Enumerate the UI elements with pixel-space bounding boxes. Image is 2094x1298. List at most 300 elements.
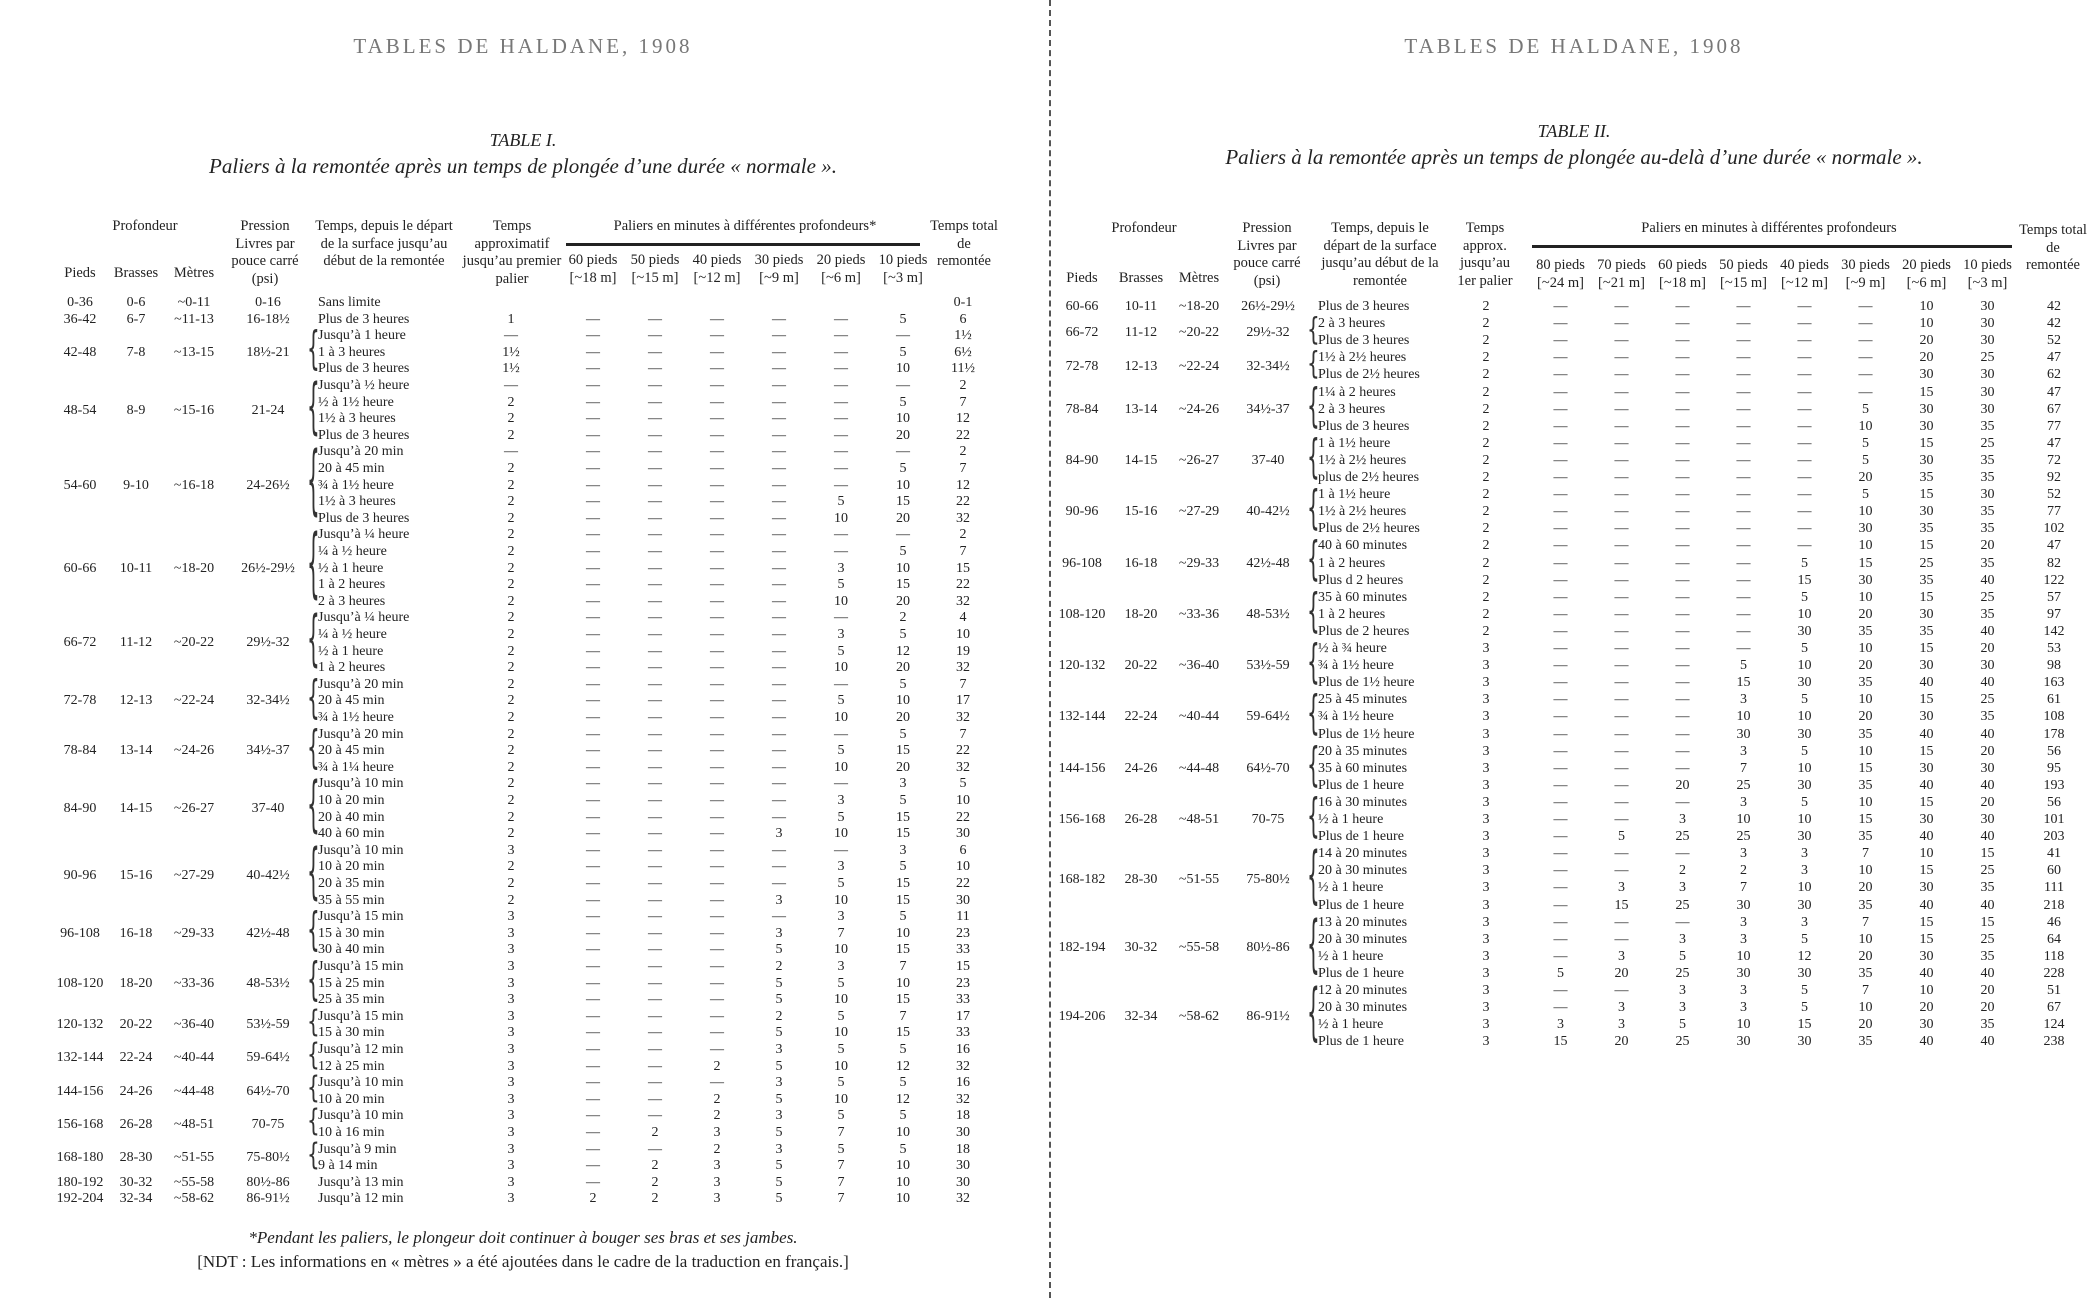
stop-minutes-cell: —	[1675, 606, 1690, 622]
metres-cell: ~44-48	[173, 1083, 215, 1099]
stop-minutes-cell: —	[772, 793, 786, 808]
stop-minutes-cell: —	[1553, 794, 1568, 810]
stop-minutes-cell: —	[586, 1058, 600, 1074]
total-time-cell: 47	[2047, 384, 2061, 400]
stop-minutes-cell: —	[1858, 299, 1873, 314]
stop-minutes-cell: 10	[1736, 812, 1751, 827]
stop-minutes-cell: —	[586, 759, 600, 775]
stop-minutes-cell: 5	[1862, 452, 1869, 468]
table-row	[0, 1041, 1046, 1058]
stop-minutes-cell: 3	[899, 776, 907, 792]
brasses-cell: 28-30	[119, 1149, 153, 1165]
t2-depth-header: 50 pieds [~15 m]	[1719, 257, 1768, 291]
stop-minutes-cell: —	[1614, 777, 1629, 793]
stop-minutes-cell: —	[1553, 931, 1568, 947]
stop-minutes-cell: —	[1614, 367, 1629, 383]
stop-minutes-cell: —	[1553, 658, 1568, 674]
stop-minutes-cell: —	[1553, 589, 1568, 605]
table-row	[0, 659, 1046, 676]
stop-minutes-cell: —	[710, 793, 724, 808]
total-time-cell: 111	[2044, 880, 2064, 896]
stop-minutes-cell: —	[710, 544, 724, 559]
stop-minutes-cell: —	[586, 959, 600, 974]
duration-cell: Plus de 3 heures	[1318, 418, 1410, 434]
stop-minutes-cell: —	[1736, 316, 1751, 332]
stop-minutes-cell: 10	[1797, 760, 1812, 776]
stop-minutes-cell: 10	[834, 759, 848, 775]
stop-minutes-cell: 15	[1858, 812, 1873, 827]
stop-minutes-cell: —	[1736, 555, 1751, 571]
t2-header-rule	[1532, 245, 2012, 248]
stop-minutes-cell: 15	[1858, 555, 1873, 571]
row-group-brace: {	[307, 320, 320, 375]
stop-minutes-cell: —	[586, 494, 600, 510]
total-time-cell: 22	[956, 494, 970, 510]
stop-minutes-cell: 35	[1980, 1017, 1995, 1033]
stop-minutes-cell: 3	[1618, 1000, 1625, 1016]
stop-minutes-cell: —	[648, 1075, 662, 1091]
stop-minutes-cell: 30	[1736, 897, 1751, 913]
stop-minutes-cell: —	[586, 793, 600, 808]
first-stop-time-cell: 2	[1482, 418, 1490, 434]
stop-minutes-cell: —	[1736, 333, 1751, 349]
duration-cell: 1½ à 3 heures	[318, 411, 396, 427]
first-stop-time-cell: 3	[1482, 794, 1490, 810]
stop-minutes-cell: 10	[834, 1025, 848, 1041]
stop-minutes-cell: —	[772, 577, 786, 593]
stop-minutes-cell: —	[1675, 487, 1690, 503]
stop-minutes-cell: 2	[651, 1125, 659, 1140]
brasses-cell: 18-20	[1124, 606, 1158, 622]
stop-minutes-cell: 5	[837, 1141, 845, 1157]
brasses-cell: 12-13	[119, 693, 153, 709]
table-row	[1054, 418, 2094, 435]
stop-minutes-cell: —	[648, 826, 662, 842]
first-stop-time-cell: 2	[507, 627, 515, 642]
duration-cell: Plus de 3 heures	[1318, 299, 1410, 314]
t2-h-pieds: Pieds	[1066, 270, 1098, 286]
first-stop-time-cell: 3	[507, 1108, 515, 1124]
duration-cell: ¾ à 1½ heure	[1318, 709, 1394, 725]
table1-footnote: *Pendant les paliers, le plongeur doit continuer à bouger ses bras et ses jambes.	[248, 1228, 798, 1247]
stop-minutes-cell: 5	[775, 942, 783, 958]
t1-depth-header: 40 pieds [~12 m]	[692, 252, 742, 286]
stop-minutes-cell: —	[586, 726, 600, 742]
stop-minutes-cell: 2	[1679, 863, 1686, 879]
stop-minutes-cell: —	[648, 693, 662, 709]
pieds-cell: 132-144	[56, 1050, 104, 1066]
t2-h-pression: Pression Livres par pouce carré (psi)	[1233, 220, 1301, 290]
t1-h-temps: Temps, depuis le départ de la surface jusqu’au début de la remontée	[315, 218, 453, 270]
total-time-cell: 12	[956, 477, 970, 493]
first-stop-time-cell: 2	[507, 793, 515, 808]
pressure-cell: 42½-48	[1246, 555, 1290, 571]
stop-minutes-cell: 10	[896, 693, 910, 709]
stop-minutes-cell: —	[1553, 983, 1568, 998]
first-stop-time-cell: 2	[507, 577, 515, 593]
stop-minutes-cell: —	[710, 444, 724, 460]
pressure-cell: 21-24	[251, 402, 285, 418]
stop-minutes-cell: —	[586, 710, 600, 725]
stop-minutes-cell: 10	[1858, 641, 1873, 656]
row-group-brace: {	[307, 1069, 320, 1106]
total-time-cell: 7	[959, 461, 967, 476]
table-row	[0, 327, 1046, 344]
stop-minutes-cell: —	[710, 925, 724, 941]
brasses-cell: 15-16	[1124, 504, 1158, 520]
stop-minutes-cell: 5	[837, 809, 845, 825]
stop-minutes-cell: —	[710, 710, 724, 725]
stop-minutes-cell: 40	[1980, 1034, 1995, 1050]
stop-minutes-cell: 5	[1801, 743, 1808, 759]
table-row	[0, 792, 1046, 809]
stop-minutes-cell: —	[1736, 606, 1751, 622]
brasses-cell: 7-8	[126, 344, 146, 360]
pieds-cell: 42-48	[63, 344, 97, 360]
first-stop-time-cell: 2	[507, 859, 515, 875]
table-row	[0, 294, 1046, 311]
stop-minutes-cell: —	[1553, 777, 1568, 793]
stop-minutes-cell: —	[586, 1091, 600, 1107]
duration-cell: Plus d 2 heures	[1318, 572, 1404, 588]
stop-minutes-cell: —	[1675, 760, 1690, 776]
duration-cell: Jusqu’à 20 min	[318, 726, 404, 742]
row-group-brace: {	[1307, 582, 1320, 638]
stop-minutes-cell: —	[1614, 914, 1629, 930]
metres-cell: ~15-16	[173, 402, 215, 418]
stop-minutes-cell: —	[586, 892, 600, 908]
stop-minutes-cell: —	[586, 560, 600, 576]
table-row	[0, 460, 1046, 477]
stop-minutes-cell: 20	[1980, 983, 1995, 998]
total-time-cell: 60	[2047, 863, 2061, 879]
stop-minutes-cell: —	[586, 1008, 600, 1024]
pieds-cell: 168-180	[56, 1149, 104, 1165]
table-row	[1054, 349, 2094, 366]
duration-cell: Jusqu’à 15 min	[318, 959, 404, 974]
table-row	[0, 510, 1046, 527]
stop-minutes-cell: —	[710, 660, 724, 676]
duration-cell: Plus de 3 heures	[1318, 333, 1410, 349]
pressure-cell: 29½-32	[1246, 324, 1290, 340]
pieds-cell: 144-156	[56, 1083, 104, 1099]
stop-minutes-cell: —	[710, 627, 724, 642]
pressure-cell: 42½-48	[246, 925, 290, 941]
duration-cell: Plus de 3 heures	[318, 427, 410, 443]
stop-minutes-cell: —	[586, 427, 600, 443]
table-row	[1054, 640, 2094, 657]
brasses-cell: 20-22	[1124, 658, 1158, 674]
table-row	[0, 858, 1046, 875]
table-row	[0, 576, 1046, 593]
stop-minutes-cell: 7	[837, 1125, 845, 1140]
stop-minutes-cell: 3	[775, 1075, 783, 1091]
total-time-cell: 15	[956, 959, 970, 974]
stop-minutes-cell: 35	[1980, 948, 1995, 964]
stop-minutes-cell: —	[772, 494, 786, 510]
stop-minutes-cell: 3	[775, 925, 783, 941]
stop-minutes-cell: 30	[1919, 658, 1934, 674]
duration-cell: Jusqu’à 1 heure	[318, 328, 406, 344]
duration-cell: 20 à 35 minutes	[1318, 743, 1408, 759]
stop-minutes-cell: 30	[1919, 504, 1934, 520]
first-stop-time-cell: 2	[507, 527, 515, 543]
stop-minutes-cell: —	[1797, 299, 1812, 314]
pieds-cell: 182-194	[1058, 940, 1106, 956]
stop-minutes-cell: 3	[1740, 914, 1747, 930]
row-group-brace: {	[307, 433, 320, 525]
stop-minutes-cell: —	[648, 560, 662, 576]
stop-minutes-cell: 15	[896, 743, 910, 759]
stop-minutes-cell: —	[710, 743, 724, 759]
first-stop-time-cell: 2	[507, 411, 515, 427]
stop-minutes-cell: 30	[1919, 418, 1934, 434]
stop-minutes-cell: —	[648, 992, 662, 1008]
duration-cell: 15 à 30 min	[318, 1025, 385, 1041]
stop-minutes-cell: —	[586, 627, 600, 642]
stop-minutes-cell: —	[1614, 538, 1629, 554]
pressure-cell: 75-80½	[1246, 871, 1290, 887]
pressure-cell: 32-34½	[1246, 358, 1290, 374]
stop-minutes-cell: —	[1675, 589, 1690, 605]
stop-minutes-cell: 5	[1801, 931, 1808, 947]
stop-minutes-cell: —	[710, 344, 724, 360]
total-time-cell: 32	[956, 759, 970, 775]
stop-minutes-cell: —	[1614, 675, 1629, 691]
stop-minutes-cell: 10	[1736, 1017, 1751, 1033]
left-page	[0, 0, 1046, 1298]
total-time-cell: 98	[2047, 658, 2061, 674]
stop-minutes-cell: —	[710, 378, 724, 393]
stop-minutes-cell: 5	[899, 461, 907, 476]
stop-minutes-cell: —	[586, 1042, 600, 1057]
stop-minutes-cell: —	[648, 311, 662, 327]
stop-minutes-cell: 2	[775, 959, 783, 974]
stop-minutes-cell: 20	[1614, 1034, 1629, 1050]
stop-minutes-cell: —	[710, 975, 724, 991]
stop-minutes-cell: 30	[1919, 606, 1934, 622]
stop-minutes-cell: 40	[1980, 777, 1995, 793]
duration-cell: Jusqu’à 13 min	[318, 1174, 404, 1190]
pieds-cell: 90-96	[63, 867, 97, 883]
duration-cell: ½ à 1 heure	[1318, 880, 1384, 896]
total-time-cell: 6	[959, 842, 967, 858]
stop-minutes-cell: 10	[896, 411, 910, 427]
stop-minutes-cell: 30	[1797, 726, 1812, 742]
table-row	[0, 311, 1046, 328]
stop-minutes-cell: —	[1675, 452, 1690, 468]
total-time-cell: 52	[2047, 333, 2061, 349]
table-row	[1054, 606, 2094, 623]
total-time-cell: 47	[2047, 350, 2061, 366]
total-time-cell: 22	[956, 743, 970, 759]
duration-cell: 16 à 30 minutes	[1318, 794, 1408, 810]
first-stop-time-cell: 2	[1482, 572, 1490, 588]
page-divider	[1049, 0, 1051, 1298]
brasses-cell: 9-10	[123, 477, 149, 493]
first-stop-time-cell: 3	[507, 975, 515, 991]
stop-minutes-cell: 40	[1980, 829, 1995, 845]
total-time-cell: 7	[959, 394, 967, 410]
row-group-brace: {	[307, 368, 320, 442]
table-row	[0, 925, 1046, 942]
total-time-cell: 22	[956, 809, 970, 825]
total-time-cell: 11	[956, 909, 970, 925]
stop-minutes-cell: —	[1614, 623, 1629, 639]
table2-number: TABLE II.	[1537, 121, 1611, 141]
table-row	[1054, 452, 2094, 469]
stop-minutes-cell: —	[1736, 589, 1751, 605]
stop-minutes-cell: 35	[1980, 709, 1995, 725]
stop-minutes-cell: 5	[837, 494, 845, 510]
duration-cell: ¼ à ½ heure	[318, 544, 387, 559]
total-time-cell: 5	[959, 776, 967, 792]
total-time-cell: 118	[2043, 948, 2065, 964]
stop-minutes-cell: 30	[1797, 675, 1812, 691]
stop-minutes-cell: 5	[837, 1042, 845, 1057]
first-stop-time-cell: 1½	[502, 361, 520, 377]
stop-minutes-cell: 5	[775, 1191, 783, 1207]
brasses-cell: 6-7	[126, 311, 146, 327]
duration-cell: 15 à 25 min	[318, 975, 385, 991]
stop-minutes-cell: —	[1614, 641, 1629, 656]
stop-minutes-cell: 10	[896, 1125, 910, 1140]
pressure-cell: 64½-70	[1246, 760, 1290, 776]
stop-minutes-cell: —	[1614, 983, 1629, 998]
stop-minutes-cell: —	[648, 527, 662, 543]
pieds-cell: 132-144	[1058, 709, 1106, 725]
brasses-cell: 16-18	[119, 925, 153, 941]
stop-minutes-cell: —	[586, 1174, 600, 1190]
stop-minutes-cell: —	[586, 826, 600, 842]
table-row	[0, 825, 1046, 842]
stop-minutes-cell: —	[1675, 299, 1690, 314]
table-row	[0, 1141, 1046, 1158]
row-group-brace: {	[1307, 530, 1320, 587]
stop-minutes-cell: —	[772, 842, 786, 858]
stop-minutes-cell: 15	[1858, 760, 1873, 776]
stop-minutes-cell: —	[772, 510, 786, 526]
first-stop-time-cell: —	[504, 444, 518, 460]
total-time-cell: 56	[2047, 743, 2061, 759]
stop-minutes-cell: 5	[837, 876, 845, 891]
stop-minutes-cell: —	[1553, 692, 1568, 708]
stop-minutes-cell: 10	[896, 925, 910, 941]
stop-minutes-cell: 3	[837, 793, 845, 808]
stop-minutes-cell: —	[648, 909, 662, 925]
pressure-cell: 64½-70	[246, 1083, 290, 1099]
first-stop-time-cell: 3	[1482, 931, 1490, 947]
stop-minutes-cell: —	[586, 477, 600, 493]
first-stop-time-cell: 2	[507, 510, 515, 526]
stop-minutes-cell: 15	[896, 826, 910, 842]
stop-minutes-cell: 15	[1980, 846, 1995, 862]
stop-minutes-cell: —	[648, 942, 662, 958]
stop-minutes-cell: 20	[1858, 880, 1873, 896]
stop-minutes-cell: 25	[1675, 897, 1690, 913]
pressure-cell: 80½-86	[246, 1174, 290, 1190]
stop-minutes-cell: —	[710, 477, 724, 493]
duration-cell: ½ à 1 heure	[318, 643, 384, 659]
table-row	[1054, 982, 2094, 999]
metres-cell: ~36-40	[173, 1017, 215, 1033]
duration-cell: Jusqu’à 15 min	[318, 909, 404, 925]
stop-minutes-cell: —	[1675, 418, 1690, 434]
brasses-cell: 15-16	[119, 867, 153, 883]
stop-minutes-cell: —	[772, 344, 786, 360]
total-time-cell: 67	[2047, 1000, 2061, 1016]
brasses-cell: 0-6	[126, 295, 146, 310]
metres-cell: ~48-51	[173, 1116, 215, 1132]
first-stop-time-cell: 2	[507, 693, 515, 709]
stop-minutes-cell: —	[772, 444, 786, 460]
total-time-cell: 32	[956, 510, 970, 526]
table-row	[1054, 948, 2094, 965]
table2-caption	[1054, 121, 2094, 170]
stop-minutes-cell: 3	[1740, 931, 1747, 947]
first-stop-time-cell: 2	[507, 876, 515, 891]
stop-minutes-cell: —	[896, 527, 910, 543]
stop-minutes-cell: 40	[1980, 623, 1995, 639]
stop-minutes-cell: 3	[1679, 931, 1686, 947]
pressure-cell: 0-16	[255, 295, 281, 310]
stop-minutes-cell: 3	[1557, 1017, 1564, 1033]
first-stop-time-cell: 2	[1482, 623, 1490, 639]
stop-minutes-cell: 7	[1862, 983, 1869, 998]
total-time-cell: 52	[2047, 487, 2061, 503]
stop-minutes-cell: —	[710, 859, 724, 875]
stop-minutes-cell: —	[648, 461, 662, 476]
stop-minutes-cell: 10	[834, 510, 848, 526]
stop-minutes-cell: —	[586, 378, 600, 393]
total-time-cell: 61	[2047, 692, 2061, 708]
duration-cell: ¾ à 1½ heure	[318, 710, 394, 725]
table-row	[1054, 691, 2094, 708]
pieds-cell: 60-66	[1065, 299, 1099, 314]
t2-depth-header: 40 pieds [~12 m]	[1780, 257, 1829, 291]
duration-cell: Sans limite	[318, 295, 381, 310]
stop-minutes-cell: —	[648, 759, 662, 775]
table-row	[1054, 555, 2094, 572]
stop-minutes-cell: 2	[651, 1174, 659, 1190]
stop-minutes-cell: —	[586, 676, 600, 692]
stop-minutes-cell: 15	[1919, 435, 1934, 451]
stop-minutes-cell: —	[1675, 316, 1690, 332]
table-row	[0, 809, 1046, 826]
total-time-cell: 218	[2043, 897, 2065, 913]
total-time-cell: 193	[2043, 777, 2065, 793]
metres-cell: ~29-33	[173, 925, 215, 941]
stop-minutes-cell: —	[1614, 743, 1629, 759]
total-time-cell: 33	[956, 942, 970, 958]
duration-cell: 25 à 35 min	[318, 992, 385, 1008]
stop-minutes-cell: 5	[775, 992, 783, 1008]
stop-minutes-cell: 20	[896, 593, 910, 609]
row-group-brace: {	[1307, 309, 1320, 348]
stop-minutes-cell: 15	[896, 876, 910, 891]
stop-minutes-cell: —	[710, 1025, 724, 1041]
stop-minutes-cell: —	[1614, 401, 1629, 417]
stop-minutes-cell: —	[1553, 863, 1568, 879]
stop-minutes-cell: —	[1553, 418, 1568, 434]
duration-cell: 2 à 3 heures	[1318, 316, 1386, 332]
brasses-cell: 22-24	[119, 1050, 153, 1066]
first-stop-time-cell: 2	[507, 544, 515, 559]
stop-minutes-cell: —	[648, 859, 662, 875]
table-row	[1054, 777, 2094, 794]
table-row	[0, 1124, 1046, 1141]
stop-minutes-cell: 2	[899, 610, 907, 626]
